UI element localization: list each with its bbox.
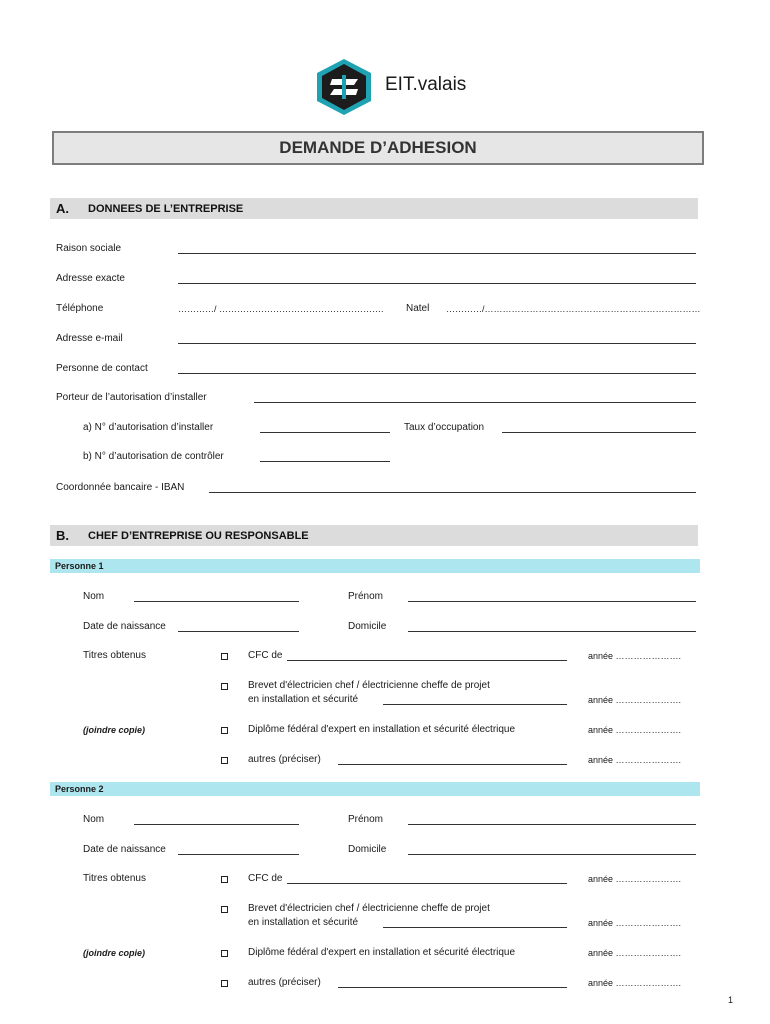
checkbox-autres-1[interactable]	[221, 757, 228, 764]
field-autres-2[interactable]	[338, 987, 567, 988]
label-domicile-1: Domicile	[348, 621, 387, 632]
label-nom-1: Nom	[83, 591, 105, 602]
field-brevet-2[interactable]	[383, 927, 567, 928]
label-titres-1: Titres obtenus	[83, 650, 146, 661]
field-date-naissance-1[interactable]	[178, 631, 299, 632]
field-autres-1[interactable]	[338, 764, 567, 765]
label-autorisation-controler: b) N° d’autorisation de contrôler	[83, 451, 224, 462]
label-nom-2: Nom	[83, 814, 105, 825]
eit-valais-logo-icon	[314, 58, 374, 116]
field-personne-contact[interactable]	[178, 373, 696, 374]
field-taux-occupation[interactable]	[502, 432, 696, 433]
field-autorisation-installer[interactable]	[260, 432, 390, 433]
field-annee-diplome-2[interactable]: année ………………….	[588, 948, 682, 958]
field-annee-autres-2[interactable]: année ………………….	[588, 978, 682, 988]
field-porteur-autorisation[interactable]	[254, 402, 696, 403]
label-adresse-email: Adresse e-mail	[56, 333, 123, 344]
checkbox-autres-2[interactable]	[221, 980, 228, 987]
label-natel: Natel	[406, 303, 430, 314]
label-iban: Coordonnée bancaire - IBAN	[56, 482, 185, 493]
label-diplome-1: Diplôme fédéral d'expert en installation et sécurité électrique	[248, 724, 516, 735]
label-taux-occupation: Taux d’occupation	[404, 422, 485, 433]
field-domicile-1[interactable]	[408, 631, 696, 632]
field-cfc-2[interactable]	[287, 883, 567, 884]
field-prenom-2[interactable]	[408, 824, 696, 825]
field-brevet-1[interactable]	[383, 704, 567, 705]
label-date-naissance-1: Date de naissance	[83, 621, 166, 632]
label-prenom-1: Prénom	[348, 591, 384, 602]
field-nom-2[interactable]	[134, 824, 299, 825]
section-a-header	[50, 198, 698, 219]
field-adresse-email[interactable]	[178, 343, 696, 344]
field-annee-brevet-2[interactable]: année ………………….	[588, 918, 682, 928]
checkbox-cfc-2[interactable]	[221, 876, 228, 883]
label-personne-contact: Personne de contact	[56, 363, 148, 374]
label-date-naissance-2: Date de naissance	[83, 844, 166, 855]
field-iban[interactable]	[209, 492, 696, 493]
label-adresse-exacte: Adresse exacte	[56, 273, 125, 284]
checkbox-cfc-1[interactable]	[221, 653, 228, 660]
field-adresse-exacte[interactable]	[178, 283, 696, 284]
field-annee-autres-1[interactable]: année ………………….	[588, 755, 682, 765]
field-cfc-1[interactable]	[287, 660, 567, 661]
section-b-letter: B.	[56, 528, 69, 543]
label-domicile-2: Domicile	[348, 844, 387, 855]
section-a-letter: A.	[56, 201, 69, 216]
section-b-title: CHEF D’ENTREPRISE OU RESPONSABLE	[88, 529, 309, 542]
label-brevet-line2-2: en installation et sécurité	[248, 917, 359, 928]
label-telephone: Téléphone	[56, 303, 104, 314]
field-domicile-2[interactable]	[408, 854, 696, 855]
checkbox-diplome-2[interactable]	[221, 950, 228, 957]
label-brevet-line1-1: Brevet d'électricien chef / électricienne cheffe de projet	[248, 680, 490, 691]
label-raison-sociale: Raison sociale	[56, 243, 122, 254]
person-2-header: Personne 2	[50, 782, 700, 796]
section-b-header	[50, 525, 698, 546]
label-cfc-1: CFC de	[248, 650, 283, 661]
person-1-header: Personne 1	[50, 559, 700, 573]
label-autorisation-installer: a) N° d’autorisation d’installer	[83, 422, 214, 433]
label-brevet-line2-1: en installation et sécurité	[248, 694, 359, 705]
field-annee-diplome-1[interactable]: année ………………….	[588, 725, 682, 735]
label-autres-1: autres (préciser)	[248, 754, 321, 765]
label-diplome-2: Diplôme fédéral d'expert en installation et sécurité électrique	[248, 947, 516, 958]
field-date-naissance-2[interactable]	[178, 854, 299, 855]
page-title: DEMANDE D’ADHESION	[52, 131, 704, 165]
field-nom-1[interactable]	[134, 601, 299, 602]
label-titres-2: Titres obtenus	[83, 873, 146, 884]
field-telephone[interactable]: …………/ ……………………………………………….	[178, 304, 384, 314]
field-prenom-1[interactable]	[408, 601, 696, 602]
label-porteur-autorisation: Porteur de l’autorisation d’installer	[56, 392, 207, 403]
label-cfc-2: CFC de	[248, 873, 283, 884]
field-raison-sociale[interactable]	[178, 253, 696, 254]
field-annee-cfc-2[interactable]: année ………………….	[588, 874, 682, 884]
checkbox-brevet-2[interactable]	[221, 906, 228, 913]
label-brevet-line1-2: Brevet d'électricien chef / électricienne cheffe de projet	[248, 903, 490, 914]
label-prenom-2: Prénom	[348, 814, 384, 825]
section-a-title: DONNEES DE L’ENTREPRISE	[88, 202, 244, 215]
page-number: 1	[728, 995, 734, 1005]
brand-name: EIT.valais	[385, 74, 467, 95]
checkbox-diplome-1[interactable]	[221, 727, 228, 734]
note-joindre-copie-1: (joindre copie)	[83, 725, 146, 735]
field-autorisation-controler[interactable]	[260, 461, 390, 462]
field-natel[interactable]: …………/………………………………………………………………	[446, 304, 701, 314]
label-autres-2: autres (préciser)	[248, 977, 321, 988]
field-annee-brevet-1[interactable]: année ………………….	[588, 695, 682, 705]
field-annee-cfc-1[interactable]: année ………………….	[588, 651, 682, 661]
checkbox-brevet-1[interactable]	[221, 683, 228, 690]
note-joindre-copie-2: (joindre copie)	[83, 948, 146, 958]
